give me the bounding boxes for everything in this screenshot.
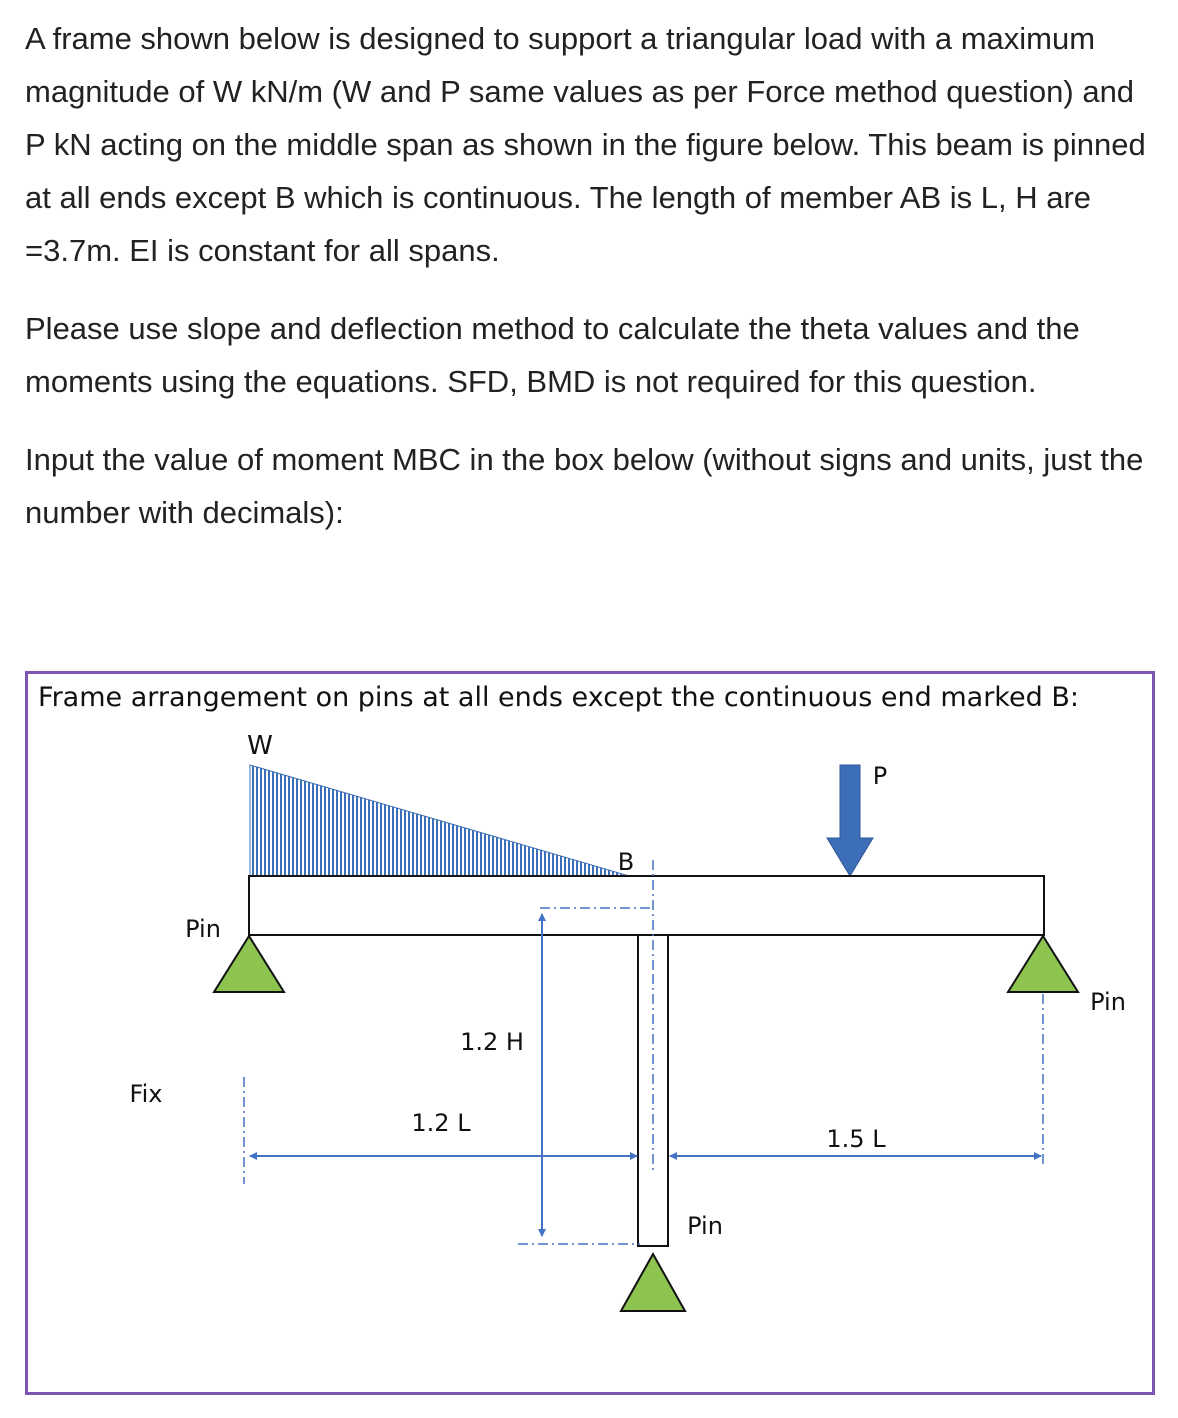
right-pin-support [1008, 936, 1078, 992]
question-text [25, 12, 1160, 539]
question-paragraph-1: A frame shown below is designed to support a triangular load with a maximum magnitude of W kN/m (W and P same values as per Force method question) and P kN acting on the middle span as shown in the figure below. This beam is pinned at all ends except B which is continuous. The length of member AB is L, H are =3.7m. EI is constant for all spans. [25, 21, 1146, 268]
triangular-load [250, 765, 636, 878]
frame-diagram [28, 674, 1152, 1392]
load-label-w: W [247, 731, 273, 761]
left-span-label: 1.2 L [411, 1109, 471, 1137]
point-load-arrow [827, 765, 873, 876]
fix-label: Fix [129, 1080, 163, 1108]
bottom-support-label: Pin [687, 1212, 723, 1240]
figure-caption: Frame arrangement on pins at all ends except the continuous end marked B: [38, 682, 1079, 713]
question-paragraph-3: Input the value of moment MBC in the box below (without signs and units, just the number with decimals): [25, 442, 1144, 530]
joint-label-b: B [617, 848, 635, 876]
load-label-p: P [872, 762, 888, 790]
right-support-label: Pin [1090, 988, 1126, 1016]
right-span-label: 1.5 L [826, 1125, 886, 1153]
column-height-label: 1.2 H [460, 1028, 524, 1056]
frame-figure [25, 671, 1155, 1395]
left-pin-support [214, 936, 284, 992]
question-paragraph-2: Please use slope and deflection method to calculate the theta values and the moments using the equations. SFD, BMD is not required for this question. [25, 311, 1080, 399]
horizontal-beam [249, 876, 1044, 935]
bottom-pin-support [621, 1254, 685, 1311]
left-support-label: Pin [185, 915, 221, 943]
